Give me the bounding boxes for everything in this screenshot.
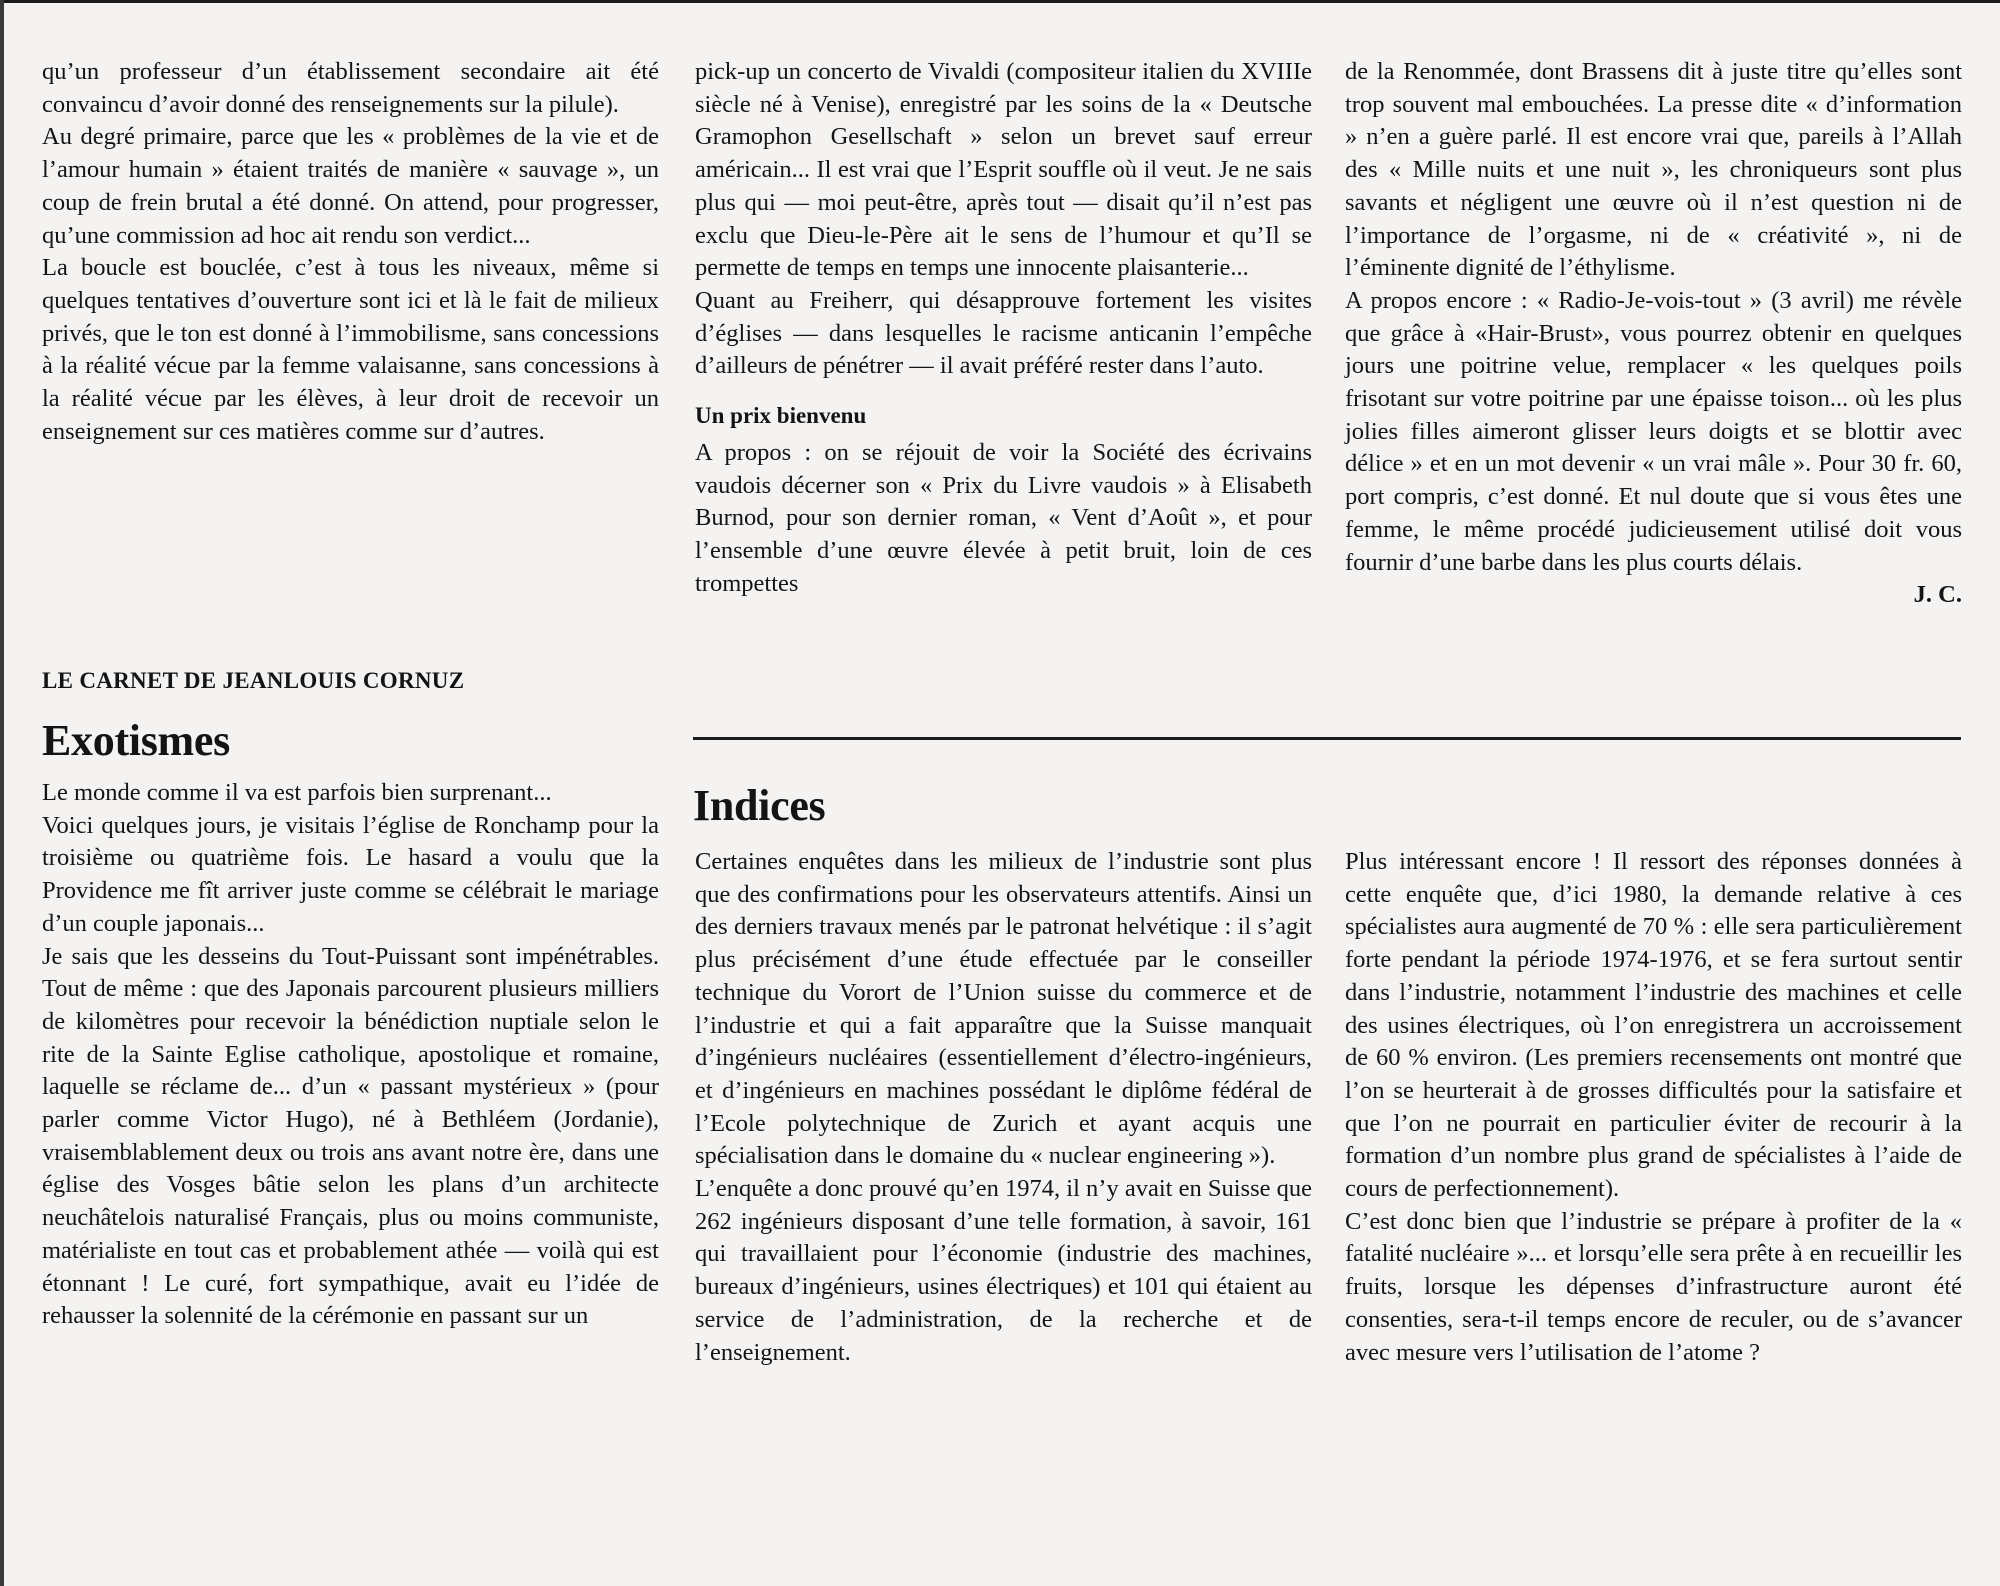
paragraph: A propos : on se réjouit de voir la Société des écrivains vaudois décerner son « Prix du Livre vaudois » à Elisabeth Burnod, pour son dernier roman, « Vent d’Août », et pour l’ensemble d’une œuvre élevée à petit bruit, loin de ces trompettes [695, 439, 1312, 597]
paragraph: L’enquête a donc prouvé qu’en 1974, il n’y avait en Suisse que 262 ingénieurs disposant d’une telle formation, à savoir, 161 qui travaillaient pour l’économie (industrie des machines, bureaux d’ingénieurs, usines électriques) et 101 qui étaient au service de l’administration, de la recherche et de l’enseignement. [695, 1175, 1312, 1366]
section-divider-rule [693, 737, 1961, 740]
column-3-continuation [1345, 56, 1962, 612]
paragraph: Le monde comme il va est parfois bien surprenant... [42, 779, 552, 806]
left-border-rule [0, 0, 4, 1586]
indices-left-column [695, 846, 1312, 1369]
indices-right-column [1345, 846, 1962, 1369]
top-border-rule [0, 0, 2000, 3]
paragraph: Au degré primaire, parce que les « problèmes de la vie et de l’amour humain » étaient traités de manière « sauvage », un coup de frein brutal a été donné. On attend, pour progresser, qu’une commission ad hoc ait rendu son verdict... [42, 123, 659, 249]
paragraph: Voici quelques jours, je visitais l’église de Ronchamp pour la troisième ou quatrième fois. Le hasard a voulu que la Providence me fît arriver juste comme se célébrait le mariage d’un couple japonais... [42, 811, 659, 937]
column-2-continuation [695, 56, 1312, 601]
paragraph: Certaines enquêtes dans les milieux de l’industrie sont plus que des confirmations pour les observateurs attentifs. Ainsi un des derniers travaux menés par le patronat helvétique : il s’agit plus précisément d’une étude effectuée par le conseiller technique du Vorort de l’Union suisse du commerce et de l’industrie et qui a fait apparaître que la Suisse manquait d’ingénieurs nucléaires (essentiellement d’électro-ingénieurs, et d’ingénieurs en machines possédant le diplôme fédéral de l’Ecole polytechnique de Zurich et ayant acquis une spécialisation dans le domaine du « nuclear engineering »). [695, 848, 1312, 1170]
paragraph: La boucle est bouclée, c’est à tous les niveaux, même si quelques tentatives d’ouverture sont ici et là le fait de milieux privés, que le ton est donné à l’immobilisme, sans concessions à la réalité vécue par la femme valaisanne, sans concessions à la réalité vécue par les élèves, à leur droit de recevoir un enseignement sur ces matières comme sur d’autres. [42, 254, 659, 445]
subheading-prix: Un prix bienvenu [695, 403, 867, 429]
paragraph: qu’un professeur d’un établissement secondaire ait été convaincu d’avoir donné des renseignements sur la pilule). [42, 58, 659, 118]
article-title-exotismes: Exotismes [42, 716, 230, 765]
paragraph: Plus intéressant encore ! Il ressort des réponses données à cette enquête que, d’ici 1980, la demande relative à ces spécialistes aura augmenté de 70 % : elle sera particulièrement forte pendant la période 1974-1976, et se fera surtout sentir dans l’industrie, notamment l’industrie des machines et celle des usines électriques, où l’on enregistrera un accroissement de 60 % environ. (Les premiers recensements ont montré que l’on se heurterait à de grosses difficultés pour la satisfaire et que l’on ne pourrait en particulier éviter de recourir à la formation d’un nombre plus grand de spécialistes à l’aide de cours de perfectionnement). [1345, 848, 1962, 1203]
section-kicker: LE CARNET DE JEANLOUIS CORNUZ [42, 668, 465, 693]
paragraph: C’est donc bien que l’industrie se prépare à profiter de la « fatalité nucléaire »... et lorsqu’elle sera prête à en recueillir les fruits, lorsque les dépenses d’infrastructure auront été consenties, sera-t-il temps encore de reculer, ou de s’avancer avec mesure vers l’utilisation de l’atome ? [1345, 1207, 1962, 1366]
column-1-previous-article [42, 56, 659, 448]
carnet-column [42, 665, 659, 1333]
paragraph: pick-up un concerto de Vivaldi (compositeur italien du XVIIIe siècle né à Venise), enregistré par les soins de la « Deutsche Gramophon Gesellschaft » selon un brevet sauf erreur américain... Il est vrai que l’Esprit souffle où il veut. Je ne sais plus qui — moi peut-être, après tout — disait qu’il n’est pas exclu que Dieu-le-Père ait le sens de l’humour et qu’Il se permette de temps en temps une innocente plaisanterie... [695, 58, 1312, 282]
author-signature: J. C. [1913, 581, 1962, 609]
paragraph: Je sais que les desseins du Tout-Puissant sont impénétrables. Tout de même : que des Japonais parcourent plusieurs milliers de kilomètres pour recevoir la bénédiction nuptiale selon le rite de la Sainte Eglise catholique, apostolique et romaine, laquelle se réclame de... d’un « passant mystérieux » (pour parler comme Victor Hugo), né à Bethléem (Jordanie), vraisemblablement deux ou trois ans avant notre ère, dans une église des Vosges bâtie selon les plans d’un architecte neuchâtelois naturalisé Français, plus ou moins communiste, matérialiste en tout cas et probablement athée — voilà qui est étonnant ! Le curé, fort sympathique, avait eu l’idée de rehausser la solennité de la cérémonie en passant sur un [42, 942, 659, 1330]
article-title-indices: Indices [693, 781, 826, 830]
paragraph: de la Renommée, dont Brassens dit à juste titre qu’elles sont trop souvent mal embouchées. La presse dite « d’information » n’en a guère parlé. Il est encore vrai que, pareils à l’Allah des « Mille nuits et une nuit », les chroniqueurs sont plus savants et négligent une œuvre où il n’est question ni de l’importance de l’orgasme, ni de « créativité », ni de l’éminente dignité de l’éthylisme. [1345, 58, 1962, 282]
paragraph: Quant au Freiherr, qui désapprouve fortement les visites d’églises — dans lesquelles le racisme anticanin l’empêche d’ailleurs de pénétrer — il avait préféré rester dans l’auto. [695, 286, 1312, 380]
paragraph: A propos encore : « Radio-Je-vois-tout » (3 avril) me révèle que grâce à «Hair-Brust», vous pourrez obtenir en quelques jours une poitrine velue, remplacer « les quelques poils frisotant sur votre poitrine par une épaisse toison... où les plus jolies filles aimeront glisser leurs doigts et se blottir avec délice » et en un mot devenir « un vrai mâle ». Pour 30 fr. 60, port compris, c’est donné. Et nul doute que si vous êtes une femme, le même procédé judicieusement utilisé doit vous fournir d’une barbe dans les plus courts délais. [1345, 286, 1962, 576]
